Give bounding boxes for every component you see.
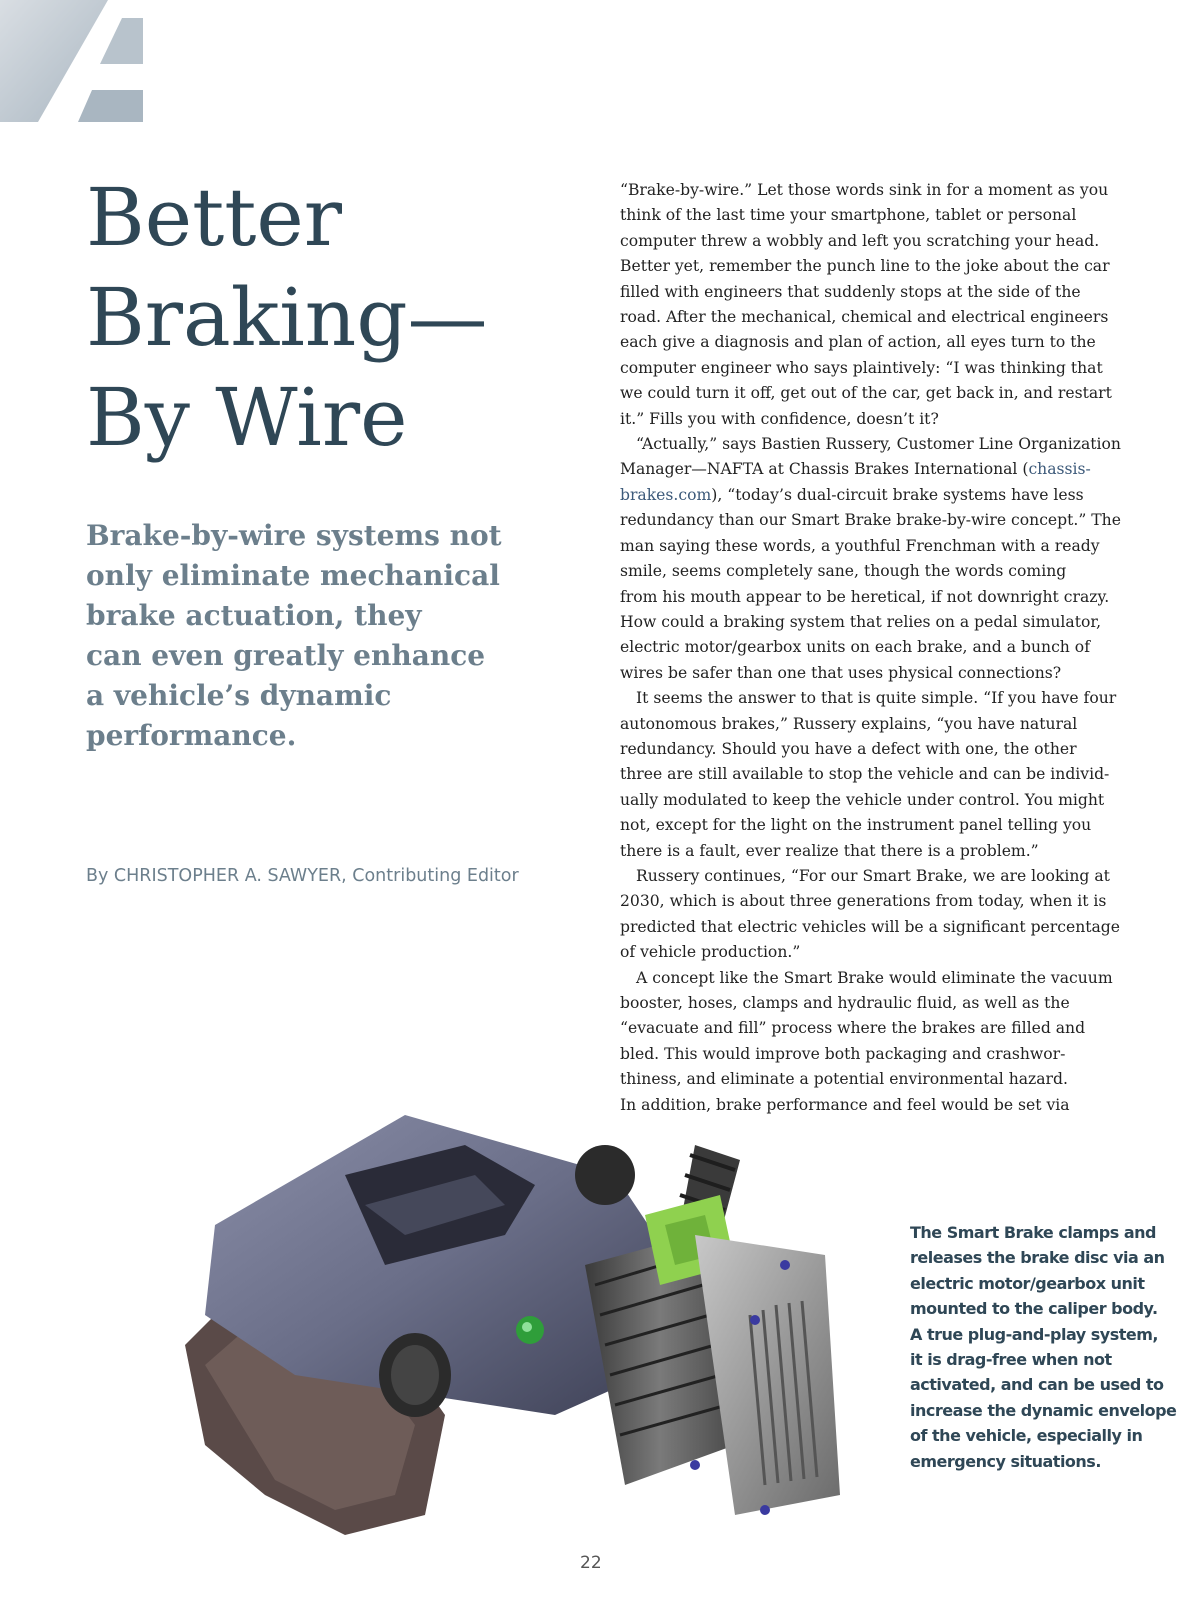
body-line: It seems the answer to that is quite simple. “If you have four [636, 689, 1117, 708]
body-line: predicted that electric vehicles will be a significant percentage [620, 917, 1121, 936]
website-link[interactable]: brakes.com [620, 485, 712, 504]
website-link[interactable]: chassis- [1028, 460, 1091, 479]
body-line: not, except for the light on the instrument panel telling you [620, 816, 1092, 835]
body-line: ually modulated to keep the vehicle under control. You might [620, 790, 1105, 809]
caption-line: of the vehicle, especially in [910, 1426, 1143, 1446]
article-deck [86, 516, 506, 756]
title-line: By Wire [86, 371, 408, 464]
body-line: each give a diagnosis and plan of action, all eyes turn to the [620, 333, 1096, 352]
body-line: How could a braking system that relies on a pedal simulator, [620, 612, 1102, 631]
page-number: 22 [580, 1553, 602, 1573]
body-line: three are still available to stop the vehicle and can be individ- [620, 765, 1110, 784]
body-line: it.” Fills you with confidence, doesn’t it? [620, 409, 939, 428]
article-title [86, 168, 566, 468]
smart-brake-caliper-image [175, 1115, 875, 1545]
caption-line: mounted to the caliper body. [910, 1299, 1158, 1319]
deck-line: only eliminate mechanical [86, 559, 500, 592]
body-line: road. After the mechanical, chemical and electrical engineers [620, 308, 1109, 327]
body-line: autonomous brakes,” Russery explains, “you have natural [620, 714, 1078, 733]
body-line: redundancy than our Smart Brake brake-by-wire concept.” The [620, 511, 1121, 530]
body-line: Russery continues, “For our Smart Brake, we are looking at [636, 866, 1110, 885]
image-caption [910, 1220, 1190, 1474]
title-line: Better [86, 171, 343, 264]
body-text-segment: Manager—NAFTA at Chassis Brakes International ( [620, 460, 1029, 479]
body-line: 2030, which is about three generations from today, when it is [620, 892, 1107, 911]
deck-line: can even greatly enhance [86, 639, 486, 672]
caption-line: increase the dynamic envelope [910, 1400, 1177, 1420]
caption-line: A true plug-and-play system, [910, 1324, 1158, 1344]
byline: By CHRISTOPHER A. SAWYER, Contributing Editor [86, 866, 519, 886]
caption-line: emergency situations. [910, 1451, 1101, 1471]
body-line: we could turn it off, get out of the car, get back in, and restart [620, 384, 1112, 403]
body-line: “Actually,” says Bastien Russery, Customer Line Organization [636, 435, 1121, 454]
body-line [620, 483, 1160, 508]
body-line: man saying these words, a youthful Frenchman with a ready [620, 536, 1100, 555]
body-line: “evacuate and fill” process where the brakes are filled and [620, 1019, 1086, 1038]
body-line: booster, hoses, clamps and hydraulic fluid, as well as the [620, 994, 1070, 1012]
body-line: think of the last time your smartphone, tablet or personal [620, 206, 1077, 225]
deck-line: Brake-by-wire systems not [86, 519, 502, 552]
article-body [620, 178, 1160, 1118]
body-line: computer threw a wobbly and left you scratching your head. [620, 231, 1100, 250]
caption-line: it is drag-free when not [910, 1350, 1112, 1370]
body-line: computer engineer who says plaintively: “I was thinking that [620, 358, 1103, 377]
body-line: wires be safer than one that uses physical connections? [620, 663, 1062, 682]
publication-logo [0, 0, 145, 122]
body-line: bled. This would improve both packaging and crashwor- [620, 1044, 1066, 1063]
body-line: smile, seems completely sane, though the words coming [620, 562, 1067, 581]
body-line: from his mouth appear to be heretical, if not downright crazy. [620, 587, 1110, 606]
body-line: there is a fault, ever realize that there is a problem.” [620, 841, 1039, 860]
deck-line: performance. [86, 719, 297, 752]
body-line: redundancy. Should you have a defect with one, the other [620, 739, 1077, 758]
caption-line: releases the brake disc via an [910, 1248, 1165, 1268]
body-line [620, 457, 1160, 482]
title-line: Braking— [86, 271, 488, 364]
deck-line: brake actuation, they [86, 599, 422, 632]
body-line: electric motor/gearbox units on each brake, and a bunch of [620, 638, 1090, 657]
caption-line: The Smart Brake clamps and [910, 1223, 1156, 1242]
body-line: of vehicle production.” [620, 943, 801, 962]
body-line: “Brake-by-wire.” Let those words sink in for a moment as you [620, 181, 1109, 199]
caption-line: activated, and can be used to [910, 1375, 1164, 1395]
deck-line: a vehicle’s dynamic [86, 679, 392, 712]
body-line: thiness, and eliminate a potential environmental hazard. [620, 1070, 1068, 1089]
body-line: In addition, brake performance and feel would be set via [620, 1095, 1070, 1114]
body-text-segment: ), “today’s dual-circuit brake systems have less [711, 485, 1084, 504]
body-line: filled with engineers that suddenly stops at the side of the [620, 282, 1081, 301]
body-line: Better yet, remember the punch line to the joke about the car [620, 257, 1110, 276]
body-line: A concept like the Smart Brake would eliminate the vacuum [636, 968, 1113, 987]
caption-line: electric motor/gearbox unit [910, 1273, 1145, 1293]
